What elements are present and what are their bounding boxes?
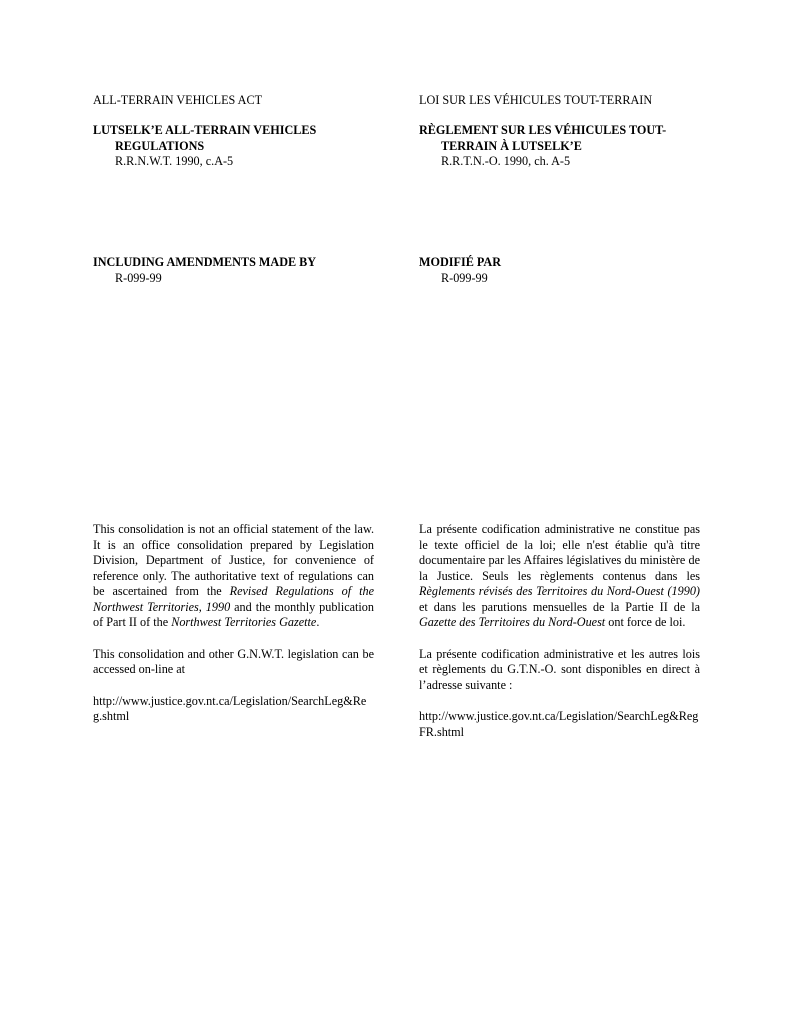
regulation-block-fr: [419, 123, 700, 170]
act-title-en: ALL-TERRAIN VEHICLES ACT: [93, 93, 263, 107]
regulation-title-fr: RÈGLEMENT SUR LES VÉHICULES TOUT-TERRAIN À LUTSELK’E: [419, 123, 667, 153]
act-title-fr: LOI SUR LES VÉHICULES TOUT-TERRAIN: [419, 93, 653, 107]
online-access-text-fr: La présente codification administrative et les autres lois et règlements du G.T.N.-O. sont disponibles en direct à l’adresse suivante :: [419, 646, 700, 692]
notice-text-fr-2: et dans les parutions mensuelles de la Partie II de la: [419, 599, 700, 614]
regulation-block-en: [93, 123, 374, 170]
amendment-item-en: R-099-99: [115, 270, 162, 285]
notice-text-en-2: and the monthly publication of Part II of the: [93, 599, 374, 629]
amendments-heading-fr: MODIFIÉ PAR: [419, 255, 502, 269]
legislation-url-en[interactable]: http://www.justice.gov.nt.ca/Legislation/SearchLeg&Reg.shtml: [93, 693, 367, 723]
amendment-item-fr: R-099-99: [441, 270, 488, 285]
notice-text-fr-3: ont force de loi.: [605, 615, 686, 629]
notice-italic-fr-1: Règlements révisés des Territoires du Nord-Ouest (1990): [419, 584, 700, 598]
notice-italic-fr-2: Gazette des Territoires du Nord-Ouest: [419, 615, 606, 629]
online-access-text-en: This consolidation and other G.N.W.T. legislation can be accessed on-line at: [93, 646, 374, 676]
consolidation-notice-en: [93, 522, 374, 631]
regulation-citation-fr: R.R.T.N.-O. 1990, ch. A-5: [441, 154, 571, 168]
notice-block-fr: [419, 522, 700, 756]
amendments-heading-en: INCLUDING AMENDMENTS MADE BY: [93, 255, 317, 269]
notice-italic-en-2: Northwest Territories Gazette: [171, 615, 317, 629]
notice-text-en-3: .: [316, 615, 320, 629]
notice-italic-en-1: Revised Regulations of the Northwest Territories, 1990: [93, 584, 374, 614]
notice-text-fr-1: La présente codification administrative ne constitue pas le texte officiel de la loi; elle n'est établie qu'à titre documentaire par les Affaires législatives du ministère de la Justice. Seuls les règlements contenus dans les: [419, 522, 700, 583]
regulation-title-en: LUTSELK’E ALL-TERRAIN VEHICLES REGULATIONS: [93, 123, 317, 153]
notice-text-en-1: This consolidation is not an official statement of the law. It is an office consolidation prepared by Legislation Division, Department of Justice, for convenience of reference only. The authoritative text of regulations can be ascertained from the: [93, 522, 374, 598]
notice-block-en: [93, 522, 374, 741]
regulation-citation-en: R.R.N.W.T. 1990, c.A-5: [115, 154, 234, 168]
legislation-url-fr[interactable]: http://www.justice.gov.nt.ca/Legislation/SearchLeg&RegFR.shtml: [419, 709, 699, 739]
consolidation-notice-fr: [419, 522, 700, 631]
amendments-block-en: [93, 255, 316, 286]
amendments-block-fr: [419, 255, 501, 286]
